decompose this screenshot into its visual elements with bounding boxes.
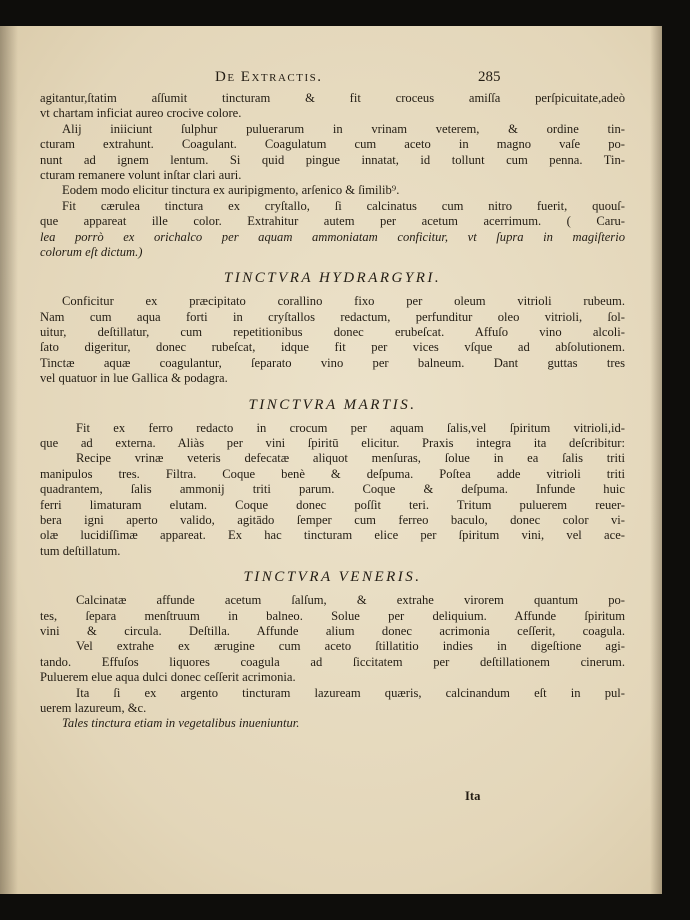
text-line: Fit cærulea tinctura ex cryſtallo, ſi calcinatus cum nitro fuerit, quouſ- [62, 198, 625, 213]
text-line: ſato digeritur, donec rubeſcat, idque fit per vices vſque ad abſolutionem. [40, 340, 625, 355]
text-line: Tales tinctura etiam in vegetalibus inueniuntur. [62, 716, 300, 731]
text-line: ferri limaturam elutam. Coque donec poſſit teri. Tritum puluerem reuer- [40, 497, 625, 512]
text-line: lea porrò ex orichalco per aquam ammoniatam conficitur, vt ſupra in magiſterio [40, 229, 625, 244]
text-line: que ad externa. Aliàs per vini ſpiritū elicitur. Praxis integra ita deſcribitur: [40, 436, 625, 451]
text-line: tando. Effuſos liquores coagula ad ſiccitatem per deſtillationem cinerum. [40, 654, 625, 669]
running-title: De Extractis. [215, 69, 323, 85]
running-head [0, 69, 662, 89]
text-line: Ita ſi ex argento tincturam lazuream quæris, calcinandum eſt in pul- [76, 685, 625, 700]
text-line: uitur, deſtillatur, cum repetitionibus donec erubeſcat. Affuſo vino alcoli- [40, 325, 625, 340]
gutter-shadow [0, 26, 18, 894]
text-line: olæ lucidiſſimæ appareat. Ex hac tincturam elice per ſpiritum vini, vel ace- [40, 528, 625, 543]
book-page [0, 26, 662, 894]
text-line: Alij iniiciunt ſulphur puluerarum in vrinam veterem, & ordine tin- [62, 121, 625, 136]
text-line: Recipe vrinæ veteris defecatæ aliquot menſuras, ſolue in ea ſalis triti [76, 451, 625, 466]
text-line: tes, ſepara menſtruum in balneo. Solue per deliquium. Affunde ſpiritum [40, 608, 625, 623]
section-heading: TINCTVRA MARTIS. [248, 396, 417, 413]
page-number: 285 [478, 69, 501, 85]
text-line: que appareat ille color. Extrahitur autem per acetum acerrimum. ( Caru- [40, 214, 625, 229]
text-line: bera igni aperto valido, agitādo ſemper cum ferreo baculo, donec color vi- [40, 512, 625, 527]
text-line: vini & circula. Deſtilla. Affunde alium donec acrimonia ceſſerit, coagula. [40, 623, 625, 638]
text-line: Conficitur ex præcipitato corallino fixo per oleum vitrioli rubeum. [62, 294, 625, 309]
page-edge-shadow [650, 26, 662, 894]
text-line: nunt ad ignem lentum. Si quid pingue innatat, id tollunt cum penna. Tin- [40, 152, 625, 167]
text-line: Fit ex ferro redacto in crocum per aquam ſalis,vel ſpiritum vitrioli,id- [76, 420, 625, 435]
text-line: Nam cum aqua forti in cryſtallos redactum, perfunditur oleo vitrioli, ſol- [40, 309, 625, 324]
catchword: Ita [465, 789, 481, 803]
text-line: cturam extrahunt. Coagulant. Coagulatum cum aceto in magno vaſe po- [40, 137, 625, 152]
text-line: vel quatuor in lue Gallica & podagra. [40, 371, 228, 386]
section-heading: TINCTVRA HYDRARGYRI. [223, 270, 442, 287]
text-line: colorum eſt dictum.) [40, 244, 143, 259]
text-line: Eodem modo elicitur tinctura ex auripigmento, arſenico & ſimilib⁹. [62, 183, 400, 198]
text-line: cturam remanere volunt inſtar clari auri. [40, 167, 242, 182]
text-line: Puluerem elue aqua dulci donec ceſſerit acrimonia. [40, 670, 296, 685]
text-line: Calcinatæ affunde acetum ſalſum, & extrahe virorem quantum po- [76, 593, 625, 608]
text-line: Vel extrahe ex ærugine cum aceto ſtillatitio indies in digeſtione agi- [76, 639, 625, 654]
text-line: agitantur,ſtatim aſſumit tincturam & fit croceus amiſſa perſpicuitate,adeò [40, 91, 625, 105]
text-line: uerem lazureum, &c. [40, 700, 147, 715]
section-heading: TINCTVRA VENERIS. [243, 569, 422, 586]
text-line: vt chartam inficiat aureo crocive colore. [40, 106, 242, 121]
text-line: tum deſtillatum. [40, 543, 121, 558]
text-line: Tinctæ aquæ coagulantur, ſeparato vino per balneum. Dant guttas tres [40, 355, 625, 370]
text-body [40, 91, 625, 732]
text-line: quadrantem, ſalis ammonij triti parum. Coque & deſpuma. Infunde huic [40, 482, 625, 497]
text-line: manipulos tres. Filtra. Coque benè & deſpuma. Poſtea adde vitrioli triti [40, 466, 625, 481]
